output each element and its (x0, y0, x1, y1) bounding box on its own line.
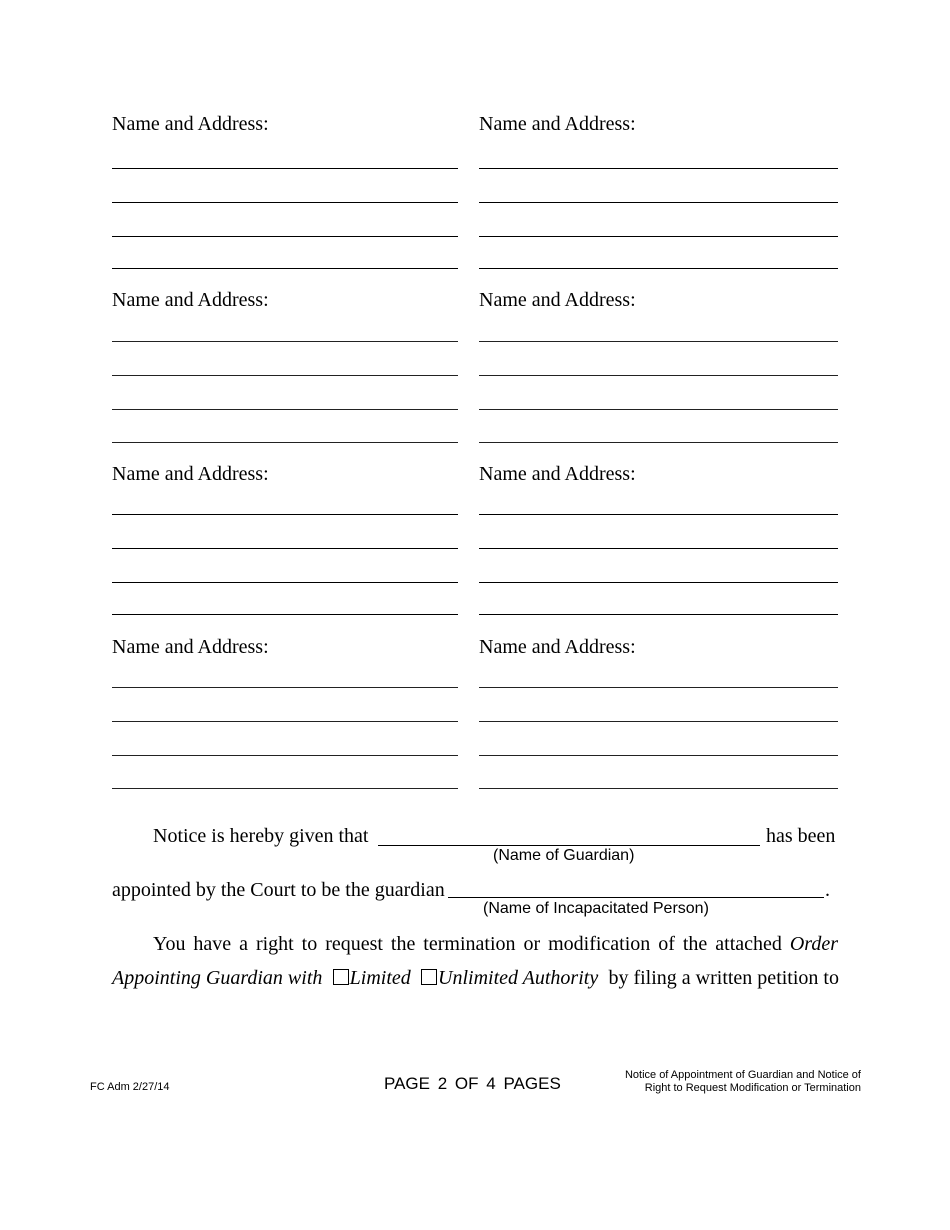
guardian-name-field[interactable] (378, 845, 760, 846)
address-line[interactable] (479, 375, 838, 376)
unlimited-label: Unlimited Authority (438, 967, 599, 989)
address-line[interactable] (479, 755, 838, 756)
address-line[interactable] (112, 442, 458, 443)
appointed-period: . (825, 879, 830, 901)
address-line[interactable] (479, 236, 838, 237)
limited-label: Limited (349, 967, 411, 989)
name-address-label: Name and Address: (479, 289, 636, 311)
address-line[interactable] (112, 755, 458, 756)
address-line[interactable] (112, 788, 458, 789)
address-line[interactable] (112, 687, 458, 688)
address-line[interactable] (112, 582, 458, 583)
name-address-label: Name and Address: (479, 113, 636, 135)
address-line[interactable] (479, 582, 838, 583)
address-line[interactable] (112, 202, 458, 203)
address-line[interactable] (112, 409, 458, 410)
address-line[interactable] (112, 341, 458, 342)
address-line[interactable] (479, 687, 838, 688)
form-title-line-2: Right to Request Modification or Termination (644, 1082, 861, 1094)
rights-tail: by filing a written petition to (608, 967, 839, 989)
unlimited-option[interactable] (421, 967, 598, 989)
address-line[interactable] (479, 788, 838, 789)
appointing-guardian-italic: Appointing Guardian with (112, 967, 323, 989)
rights-line-2 (112, 967, 839, 989)
address-line[interactable] (479, 548, 838, 549)
form-title-line-1: Notice of Appointment of Guardian and Notice of (624, 1069, 861, 1081)
page-of: OF (454, 1074, 479, 1093)
limited-checkbox[interactable] (333, 969, 349, 985)
address-line[interactable] (112, 168, 458, 169)
name-address-label: Name and Address: (112, 463, 269, 485)
address-line[interactable] (479, 409, 838, 410)
name-address-label: Name and Address: (479, 463, 636, 485)
page-indicator (384, 1075, 561, 1093)
name-address-label: Name and Address: (479, 636, 636, 658)
page-prefix: PAGE (384, 1074, 430, 1093)
notice-suffix: has been (766, 825, 836, 847)
page-total: 4 (486, 1074, 496, 1093)
rights-line-1 (153, 933, 838, 955)
incapacitated-person-field[interactable] (448, 897, 824, 898)
address-line[interactable] (479, 442, 838, 443)
address-line[interactable] (479, 341, 838, 342)
notice-prefix: Notice is hereby given that (153, 825, 369, 847)
address-line[interactable] (479, 268, 838, 269)
page-current: 2 (437, 1074, 448, 1093)
form-id: FC Adm 2/27/14 (90, 1081, 170, 1093)
address-line[interactable] (479, 721, 838, 722)
name-address-label: Name and Address: (112, 289, 269, 311)
address-line[interactable] (112, 721, 458, 722)
address-line[interactable] (112, 614, 458, 615)
name-address-label: Name and Address: (112, 636, 269, 658)
address-line[interactable] (112, 514, 458, 515)
address-line[interactable] (479, 202, 838, 203)
limited-option[interactable] (333, 967, 411, 989)
order-italic: Order (789, 933, 839, 955)
address-line[interactable] (479, 168, 838, 169)
form-title (600, 1069, 861, 1095)
unlimited-checkbox[interactable] (421, 969, 437, 985)
address-line[interactable] (112, 268, 458, 269)
appointed-prefix: appointed by the Court to be the guardian (112, 879, 445, 901)
incapacitated-person-caption: (Name of Incapacitated Person) (483, 900, 709, 917)
address-line[interactable] (112, 548, 458, 549)
page-suffix: PAGES (503, 1074, 561, 1093)
address-line[interactable] (112, 375, 458, 376)
name-address-label: Name and Address: (112, 113, 269, 135)
address-line[interactable] (479, 614, 838, 615)
address-line[interactable] (479, 514, 838, 515)
rights-text: You have a right to request the termination or modification of the attached (153, 933, 782, 955)
address-line[interactable] (112, 236, 458, 237)
guardian-caption: (Name of Guardian) (493, 847, 635, 864)
